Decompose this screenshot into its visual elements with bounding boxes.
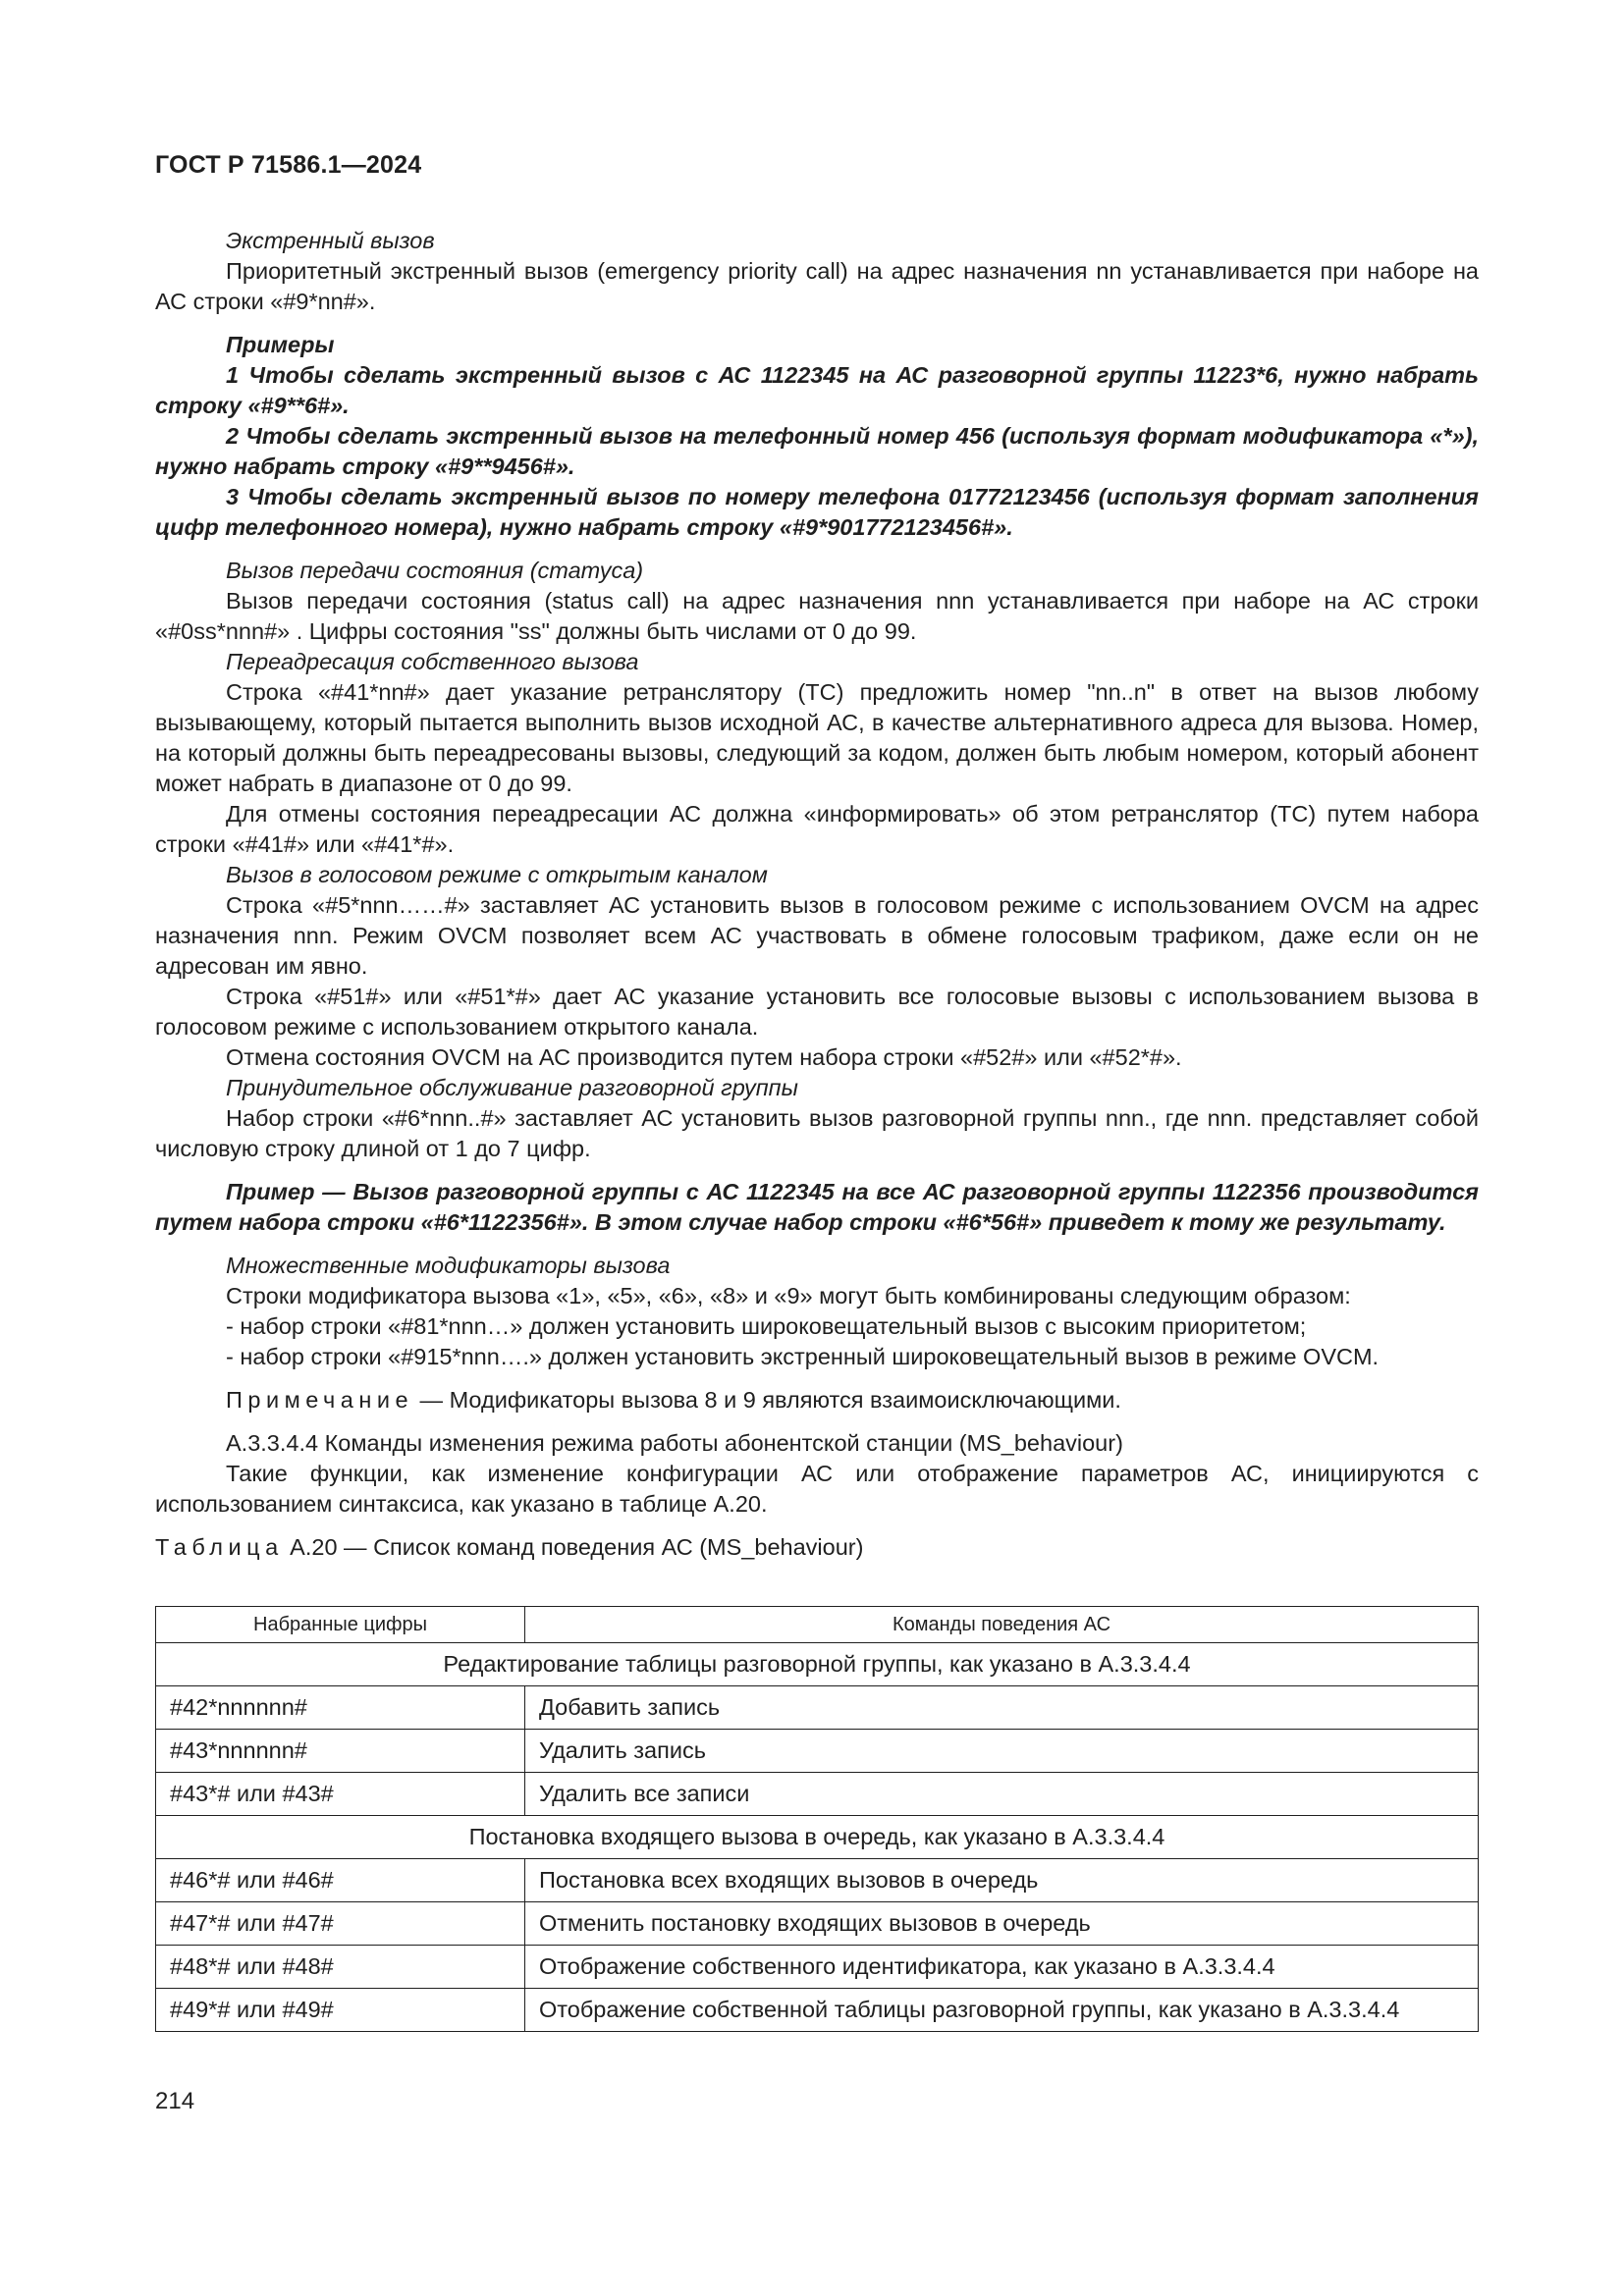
cell-code: #43*# или #43#: [156, 1773, 525, 1816]
cell-command: Отменить постановку входящих вызовов в очередь: [525, 1902, 1479, 1946]
status-text: Вызов передачи состояния (status call) на адрес назначения nnn устанавливается при наборе на АС строки «#0ss*nnn#» . Цифры состояния "ss" должны быть числами от 0 до 99.: [155, 588, 1479, 644]
cell-command: Отображение собственной таблицы разговорной группы, как указано в А.3.3.4.4: [525, 1989, 1479, 2032]
redirect-text-2: Для отмены состояния переадресации АС должна «информировать» об этом ретранслятор (ТС) путем набора строки «#41#» или «#41*#».: [155, 801, 1479, 857]
table-row: [156, 1859, 1479, 1902]
table-row: [156, 1946, 1479, 1989]
ovcm-text-2: Строка «#51#» или «#51*#» дает АС указание установить все голосовые вызовы с использованием вызова в голосовом режиме с использованием открытого канала.: [155, 984, 1479, 1040]
emergency-text: Приоритетный экстренный вызов (emergency priority call) на адрес назначения nn устанавливается при наборе на АС строки «#9*nn#».: [155, 258, 1479, 314]
table-caption-text: А.20 — Список команд поведения АС (MS_behaviour): [283, 1534, 864, 1560]
modifier-item-2: - набор строки «#915*nnn….» должен установить экстренный широковещательный вызов в режиме OVCM.: [226, 1344, 1380, 1369]
table-caption: [155, 1532, 1479, 1563]
table-group-row: [156, 1643, 1479, 1686]
cell-code: #46*# или #46#: [156, 1859, 525, 1902]
ovcm-text-3: Отмена состояния OVCM на АС производится путем набора строки «#52#» или «#52*#».: [226, 1044, 1182, 1070]
modifiers-text: Строки модификатора вызова «1», «5», «6», «8» и «9» могут быть комбинированы следующим образом:: [226, 1283, 1351, 1308]
section-text: Такие функции, как изменение конфигурации АС или отображение параметров АС, инициируются с использованием синтаксиса, как указано в таблице А.20.: [155, 1461, 1479, 1517]
cell-code: #49*# или #49#: [156, 1989, 525, 2032]
table-header-row: [156, 1607, 1479, 1643]
note-text: — Модификаторы вызова 8 и 9 являются взаимоисключающими.: [413, 1387, 1121, 1413]
cell-command: Удалить запись: [525, 1730, 1479, 1773]
cell-code: #42*nnnnnn#: [156, 1686, 525, 1730]
cell-code: #48*# или #48#: [156, 1946, 525, 1989]
note: [155, 1385, 1479, 1415]
example-3: 3 Чтобы сделать экстренный вызов по номеру телефона 01772123456 (используя формат заполнения цифр телефонного номера), нужно набрать строку «#9*901772123456#».: [155, 484, 1479, 540]
cell-command: Добавить запись: [525, 1686, 1479, 1730]
cell-command: Удалить все записи: [525, 1773, 1479, 1816]
note-label: Примечание: [226, 1387, 414, 1413]
cell-command: Отображение собственного идентификатора, как указано в А.3.3.4.4: [525, 1946, 1479, 1989]
table-row: [156, 1730, 1479, 1773]
emergency-heading: Экстренный вызов: [226, 228, 435, 253]
group-call-queueing: Постановка входящего вызова в очередь, как указано в А.3.3.4.4: [156, 1816, 1479, 1859]
table-row: [156, 1989, 1479, 2032]
example-1: 1 Чтобы сделать экстренный вызов с АС 1122345 на АС разговорной группы 11223*6, нужно набрать строку «#9**6#».: [155, 362, 1479, 418]
table-row: [156, 1686, 1479, 1730]
forced-heading: Принудительное обслуживание разговорной группы: [226, 1075, 798, 1100]
document-body: [155, 226, 1479, 1563]
ovcm-text-1: Строка «#5*nnn……#» заставляет АС установить вызов в голосовом режиме с использованием OVCM на адрес назначения nnn. Режим OVCM позволяет всем АС участвовать в обмене голосовым трафиком, даже если он не адресован им явно.: [155, 892, 1479, 979]
modifiers-heading: Множественные модификаторы вызова: [226, 1253, 671, 1278]
section-title: А.3.3.4.4 Команды изменения режима работы абонентской станции (MS_behaviour): [226, 1430, 1123, 1456]
redirect-text-1: Строка «#41*nn#» дает указание ретранслятору (ТС) предложить номер "nn..n" в ответ на вызов любому вызывающему, который пытается выполнить вызов исходной АС, в качестве альтернативного адреса для вызова. Номер, на который должны быть переадресованы вызовы, следующий за кодом, должен быть любым номером, который абонент может набрать в диапазоне от 0 до 99.: [155, 679, 1479, 796]
forced-text: Набор строки «#6*nnn..#» заставляет АС установить вызов разговорной группы nnn., где nnn. представляет собой числовую строку длиной от 1 до 7 цифр.: [155, 1105, 1479, 1161]
table-row: [156, 1773, 1479, 1816]
cell-code: #47*# или #47#: [156, 1902, 525, 1946]
table-caption-label: Таблица: [155, 1534, 284, 1560]
example-2: 2 Чтобы сделать экстренный вызов на телефонный номер 456 (используя формат модификатора «*»), нужно набрать строку «#9**9456#».: [155, 423, 1479, 479]
modifier-item-1: - набор строки «#81*nnn…» должен установить широковещательный вызов с высоким приоритетом;: [226, 1313, 1307, 1339]
document-header: ГОСТ Р 71586.1—2024: [155, 151, 422, 179]
column-header-commands: Команды поведения АС: [525, 1607, 1479, 1643]
examples-title: Примеры: [226, 332, 335, 357]
redirect-heading: Переадресация собственного вызова: [226, 649, 639, 674]
table-group-row: [156, 1816, 1479, 1859]
cell-command: Постановка всех входящих вызовов в очередь: [525, 1859, 1479, 1902]
column-header-digits: Набранные цифры: [156, 1607, 525, 1643]
commands-table: [155, 1606, 1479, 2032]
page-number: 214: [155, 2088, 195, 2114]
ovcm-heading: Вызов в голосовом режиме с открытым каналом: [226, 862, 768, 887]
forced-example: Пример — Вызов разговорной группы с АС 1122345 на все АС разговорной группы 1122356 производится путем набора строки «#6*1122356#». В этом случае набор строки «#6*56#» приведет к тому же результату.: [155, 1179, 1479, 1235]
group-talkgroup-editing: Редактирование таблицы разговорной группы, как указано в А.3.3.4.4: [156, 1643, 1479, 1686]
table-row: [156, 1902, 1479, 1946]
cell-code: #43*nnnnnn#: [156, 1730, 525, 1773]
status-heading: Вызов передачи состояния (статуса): [226, 558, 644, 583]
